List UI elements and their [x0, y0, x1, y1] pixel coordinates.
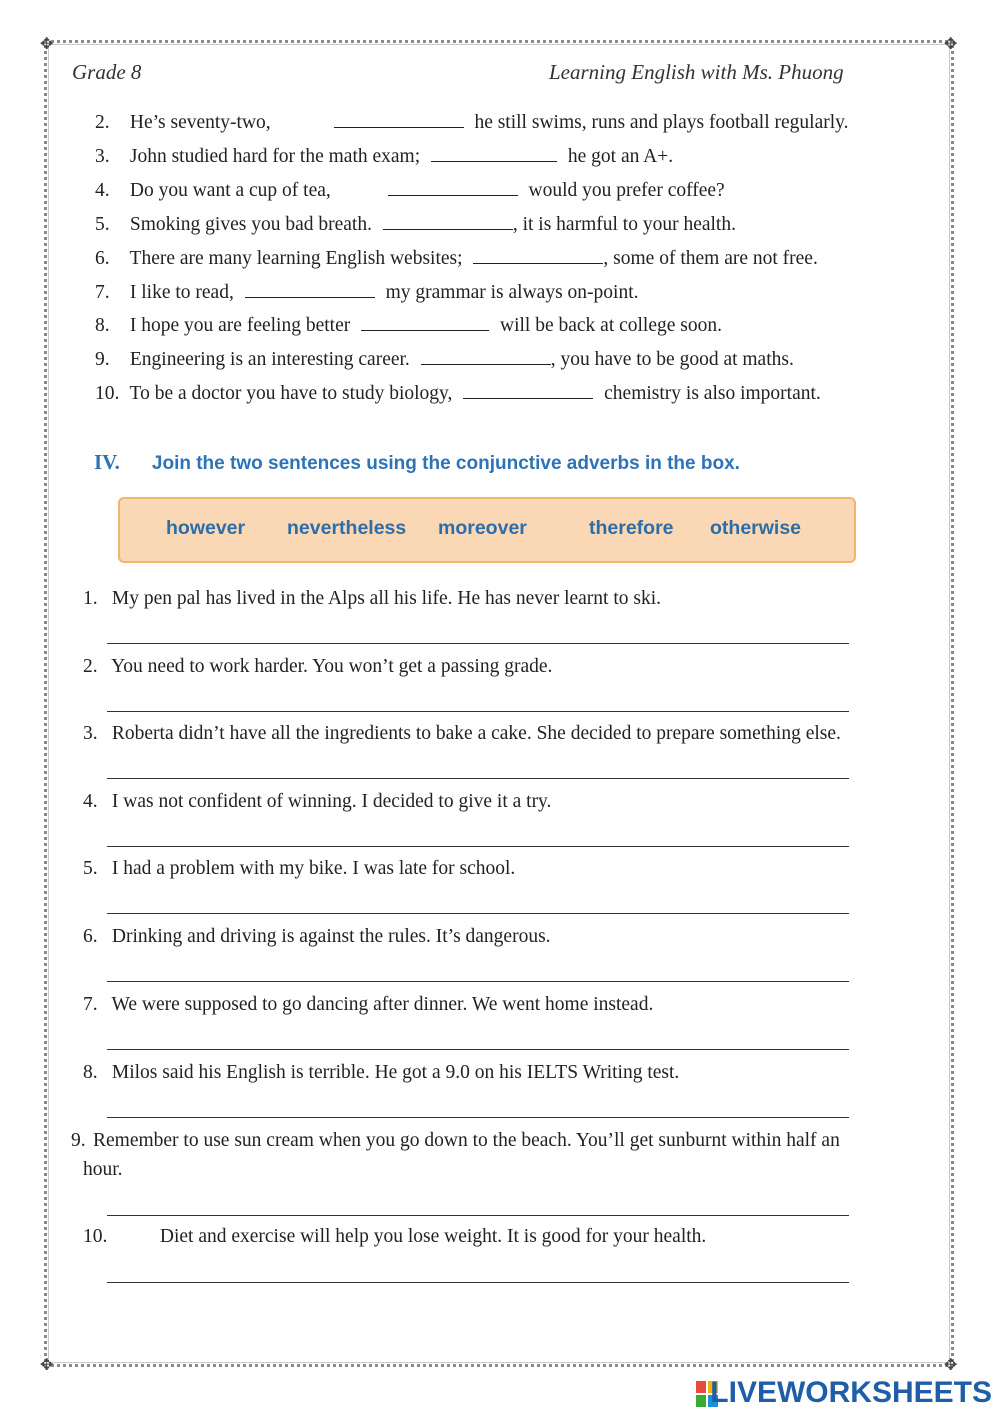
answer-line[interactable]: [107, 777, 849, 779]
item-number: 5.: [95, 214, 110, 235]
exercise-item: [83, 1226, 706, 1248]
exercise-item: [95, 281, 639, 304]
item-text-after: he still swims, runs and plays football regularly.: [474, 112, 849, 133]
item-number: 8.: [95, 315, 110, 336]
item-number: 1.: [83, 588, 98, 609]
answer-line[interactable]: [107, 1214, 849, 1216]
exercise-item: [95, 179, 725, 202]
answer-line[interactable]: [107, 1281, 849, 1283]
item-number: 4.: [95, 180, 110, 201]
item-text-after: would you prefer coffee?: [528, 180, 725, 201]
exercise-item: [83, 791, 551, 813]
item-text: I had a problem with my bike. I was late for school.: [111, 858, 516, 879]
item-text: Drinking and driving is against the rules. It’s dangerous.: [111, 926, 551, 947]
item-text-before: I hope you are feeling better: [129, 315, 351, 336]
section-instruction: Join the two sentences using the conjunctive adverbs in the box.: [151, 453, 740, 474]
item-text-after: chemistry is also important.: [604, 383, 821, 404]
liveworksheets-logo[interactable]: LIVEWORKSHEETS: [710, 1376, 992, 1409]
item-text-after: will be back at college soon.: [499, 315, 722, 336]
exercise-item: [83, 656, 552, 678]
word-box-item: therefore: [589, 517, 674, 539]
item-text-before: John studied hard for the math exam;: [129, 146, 421, 167]
item-number: 5.: [83, 858, 98, 879]
answer-line[interactable]: [107, 642, 849, 644]
item-text: Remember to use sun cream when you go down to the beach. You’ll get sunburnt within half an: [93, 1130, 840, 1151]
answer-line[interactable]: [107, 980, 849, 982]
section-number: IV.: [94, 450, 120, 474]
answer-blank[interactable]: [473, 247, 603, 264]
page-border-inner: [48, 44, 950, 1363]
answer-blank[interactable]: [463, 382, 593, 399]
corner-ornament-icon: ✥: [40, 1355, 54, 1374]
answer-blank[interactable]: [245, 281, 375, 298]
corner-ornament-icon: ✥: [944, 34, 958, 53]
item-text-before: Engineering is an interesting career.: [129, 349, 410, 370]
exercise-item: [95, 382, 821, 405]
item-text-after: , it is harmful to your health.: [512, 214, 736, 235]
word-box-item: nevertheless: [287, 517, 407, 539]
item-text-before: He’s seventy-two,: [129, 112, 271, 133]
item-number: 8.: [83, 1062, 98, 1083]
header-course: Learning English with Ms. Phuong: [549, 60, 844, 84]
exercise-item: [95, 111, 849, 134]
exercise-item: [83, 723, 841, 745]
item-text: Milos said his English is terrible. He got a 9.0 on his IELTS Writing test.: [111, 1062, 680, 1083]
item-number: 7.: [83, 994, 98, 1015]
item-text: My pen pal has lived in the Alps all his life. He has never learnt to ski.: [111, 588, 662, 609]
exercise-item: [95, 213, 736, 236]
item-text-after: he got an A+.: [567, 146, 674, 167]
answer-blank[interactable]: [334, 111, 464, 128]
exercise-item: [83, 1062, 679, 1084]
word-box-item: otherwise: [710, 517, 802, 539]
exercise-item: [95, 247, 818, 270]
item-text-before: Do you want a cup of tea,: [129, 180, 331, 201]
section-heading: [94, 450, 740, 475]
item-text-before: Smoking gives you bad breath.: [129, 214, 372, 235]
item-text: I was not confident of winning. I decided to give it a try.: [111, 791, 552, 812]
word-box-item: moreover: [438, 517, 527, 539]
exercise-item: [83, 588, 661, 610]
item-text: Roberta didn’t have all the ingredients to bake a cake. She decided to prepare something else.: [111, 723, 841, 744]
exercise-item: [95, 314, 722, 337]
item-text: Diet and exercise will help you lose weight. It is good for your health.: [159, 1226, 707, 1247]
item-text: We were supposed to go dancing after dinner. We went home instead.: [111, 994, 654, 1015]
answer-line[interactable]: [107, 1048, 849, 1050]
answer-line[interactable]: [107, 845, 849, 847]
header-grade: Grade 8: [72, 60, 142, 84]
item-number: 9.: [95, 349, 110, 370]
item-number: 4.: [83, 791, 98, 812]
answer-blank[interactable]: [383, 213, 513, 230]
item-number: 10.: [95, 383, 120, 404]
item-number: 9.: [71, 1130, 86, 1151]
answer-line[interactable]: [107, 912, 849, 914]
item-text-before: To be a doctor you have to study biology,: [129, 383, 453, 404]
item-number: 3.: [83, 723, 98, 744]
item-number: 10.: [83, 1226, 108, 1247]
answer-blank[interactable]: [421, 348, 551, 365]
exercise-item-continuation: hour.: [83, 1159, 123, 1180]
item-text-after: , some of them are not free.: [603, 248, 818, 269]
corner-ornament-icon: ✥: [944, 1355, 958, 1374]
item-number: 6.: [95, 248, 110, 269]
answer-line[interactable]: [107, 1116, 849, 1118]
word-box-item: however: [166, 517, 246, 539]
exercise-item: [83, 926, 551, 948]
exercise-item: [83, 858, 515, 880]
exercise-item: [95, 348, 794, 371]
exercise-item: [71, 1130, 840, 1152]
exercise-item: [83, 994, 653, 1016]
corner-ornament-icon: ✥: [40, 34, 54, 53]
answer-line[interactable]: [107, 710, 849, 712]
item-number: 7.: [95, 282, 110, 303]
item-text-before: I like to read,: [129, 282, 234, 303]
item-number: 2.: [95, 112, 110, 133]
exercise-item: [95, 145, 673, 168]
item-text-after: , you have to be good at maths.: [550, 349, 794, 370]
answer-blank[interactable]: [431, 145, 557, 162]
item-number: 6.: [83, 926, 98, 947]
answer-blank[interactable]: [388, 179, 518, 196]
item-text-before: There are many learning English websites;: [129, 248, 463, 269]
item-number: 2.: [83, 656, 98, 677]
answer-blank[interactable]: [361, 314, 489, 331]
item-number: 3.: [95, 146, 110, 167]
item-text-after: my grammar is always on-point.: [385, 282, 639, 303]
item-text: You need to work harder. You won’t get a passing grade.: [111, 656, 553, 677]
